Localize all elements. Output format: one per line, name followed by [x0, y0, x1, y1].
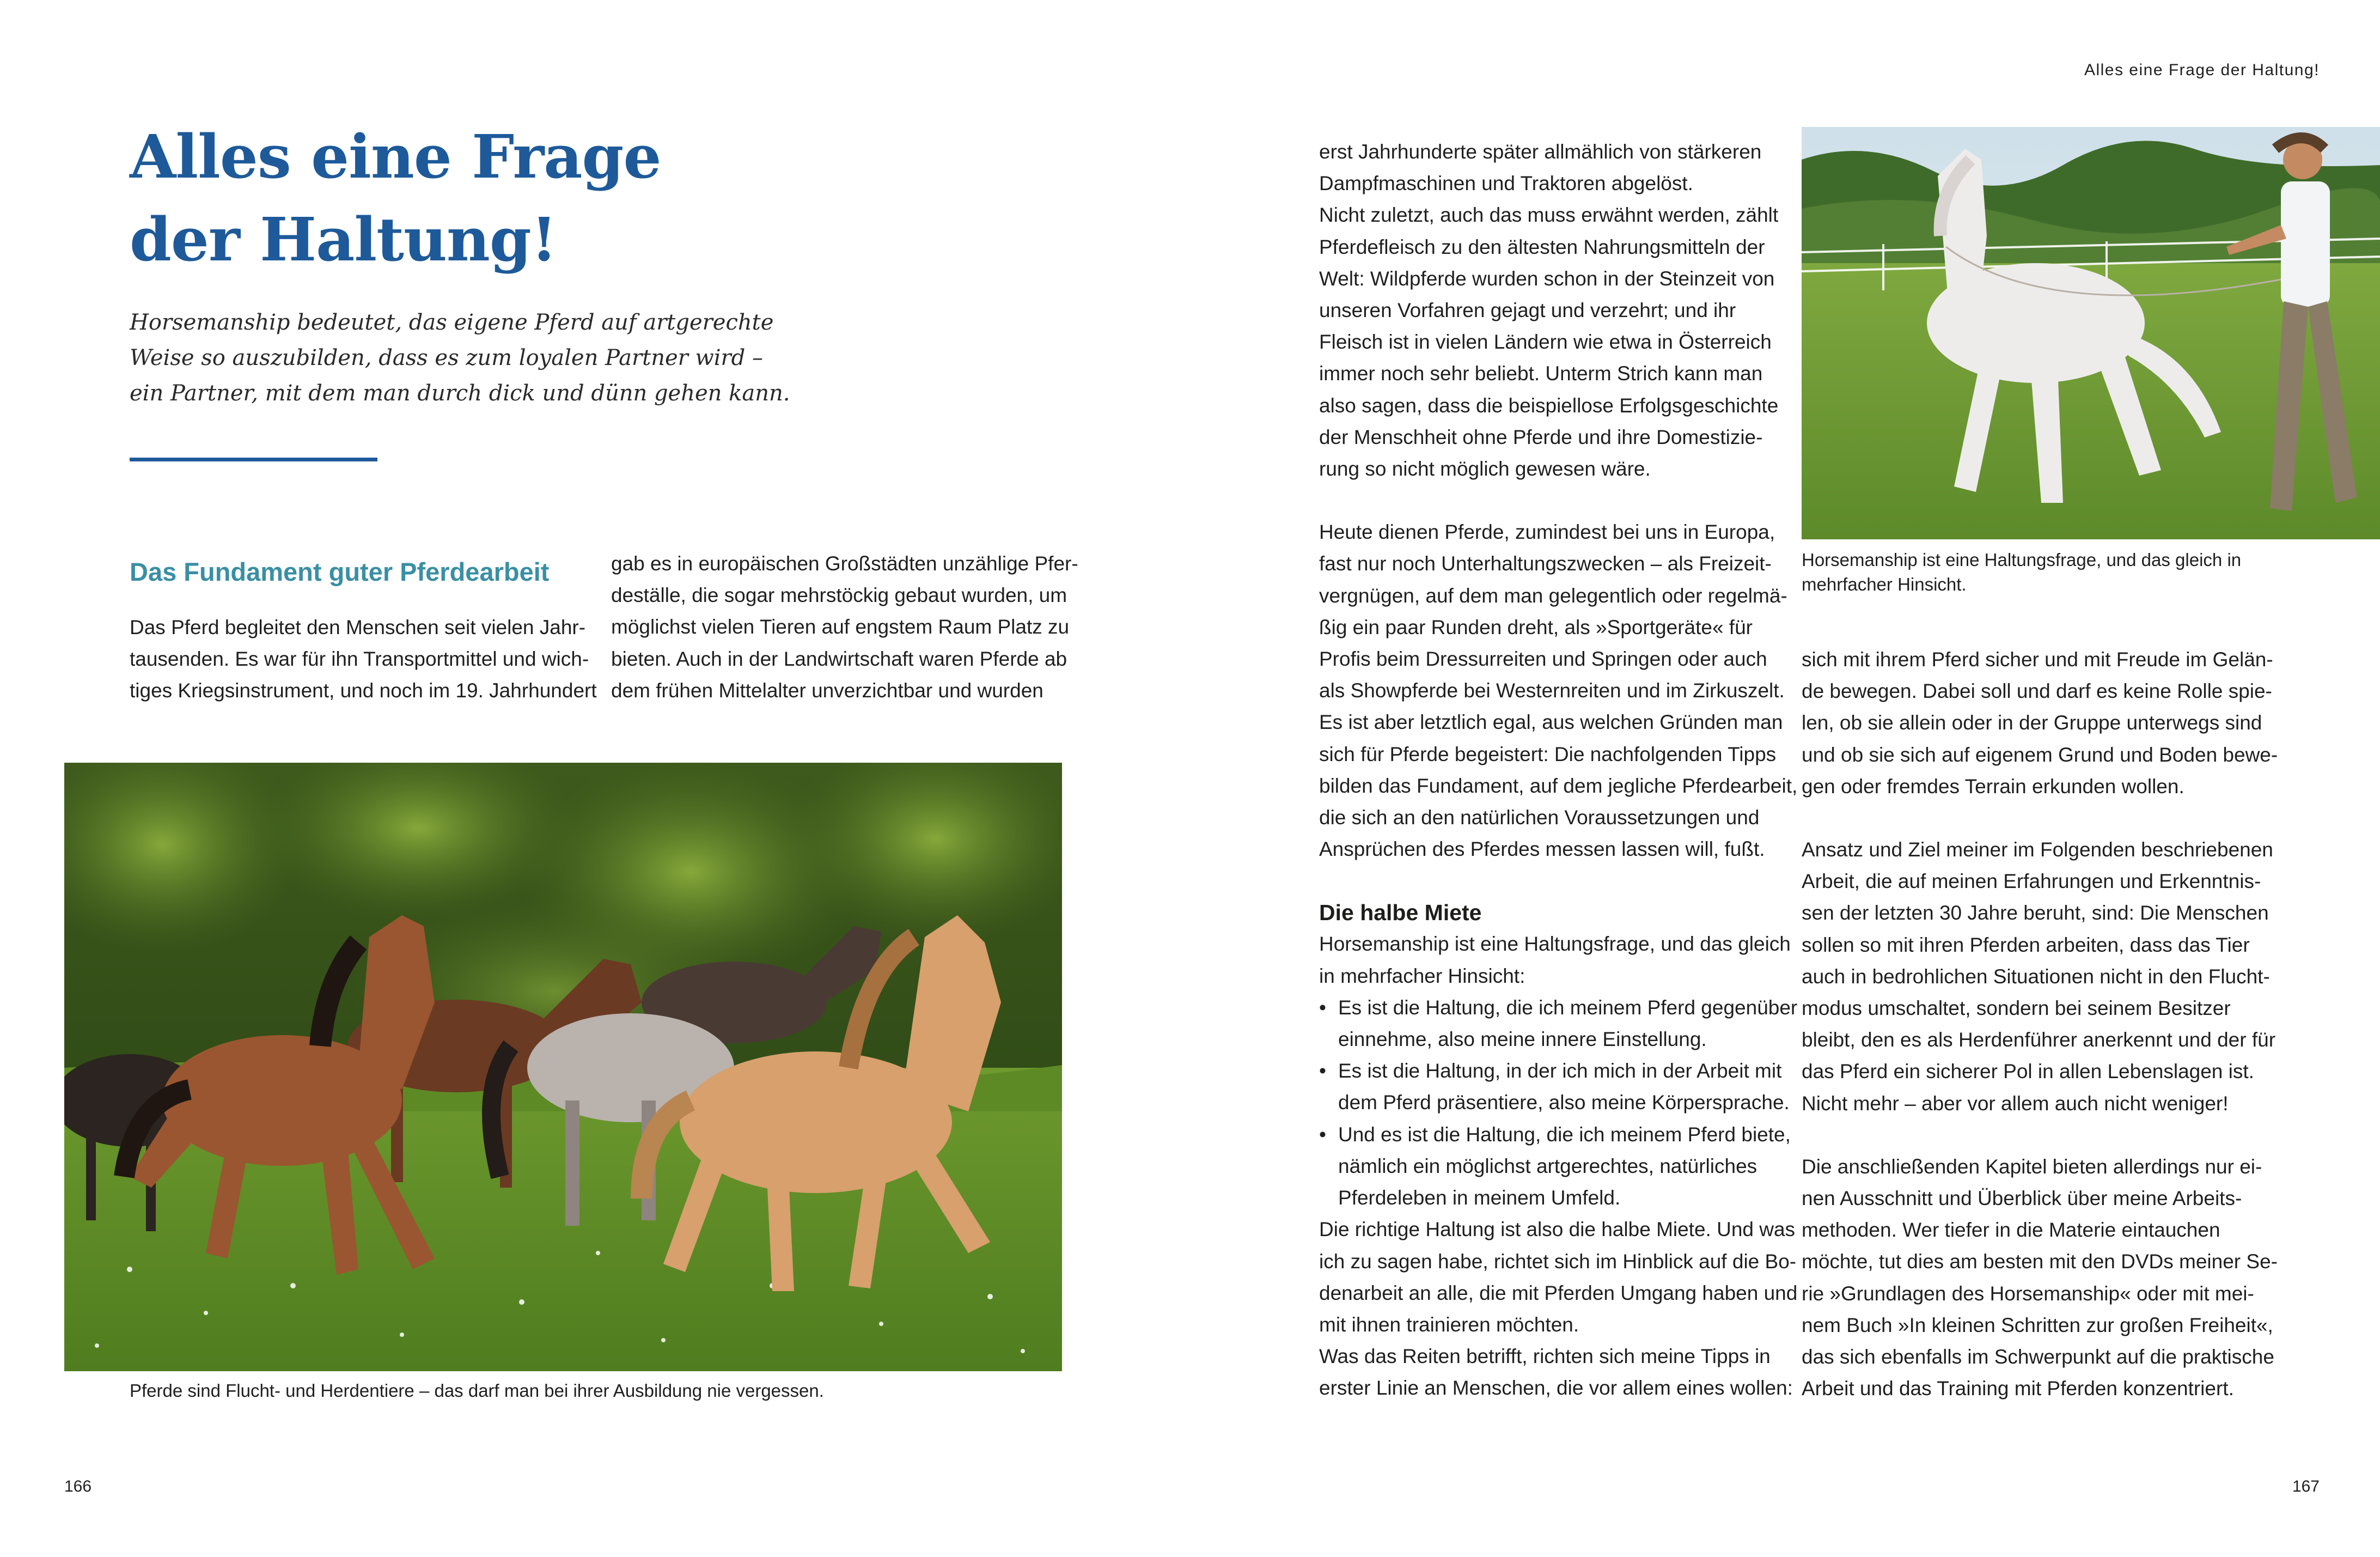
text-line: nem Buch »In kleinen Schritten zur großen Freiheit«, [1802, 1313, 2273, 1336]
col3-para1 [1319, 136, 1798, 485]
text-line: mit ihnen trainieren möchten. [1319, 1313, 1579, 1336]
text-line: und ob sie sich auf eigenem Grund und Boden bewe- [1802, 743, 2278, 766]
bullet-item [1319, 992, 1798, 1055]
page-number-right: 167 [2292, 1477, 2320, 1495]
text-line: Was das Reiten betrifft, richten sich meine Tipps in [1319, 1345, 1771, 1368]
bullet-line: dem Pferd präsentiere, also meine Körpersprache. [1338, 1091, 1790, 1114]
col4-para1 [1802, 644, 2292, 802]
text-line: ich zu sagen habe, richtet sich im Hinblick auf die Bo- [1319, 1250, 1797, 1273]
text-line: Ansatz und Ziel meiner im Folgenden beschriebenen [1802, 838, 2273, 861]
text-line: Dampfmaschinen und Traktoren abgelöst. [1319, 172, 1693, 195]
bullet-line: • Und es ist die Haltung, die ich meinem Pferd biete, [1338, 1123, 1791, 1146]
text-line: gab es in europäischen Großstädten unzählige Pfer- [611, 552, 1078, 575]
text-column-4 [1802, 644, 2292, 1404]
text-line: auch in bedrohlichen Situationen nicht in den Flucht- [1802, 965, 2270, 988]
text-line: Die anschließenden Kapitel bieten allerdings nur ei- [1802, 1155, 2262, 1178]
text-line: gen oder fremdes Terrain erkunden wollen. [1802, 775, 2184, 798]
col3-para2 [1319, 516, 1798, 865]
text-line: rung so nicht möglich gewesen wäre. [1319, 458, 1651, 481]
text-line: bleibt, den es als Herdenführer anerkennt und der für [1802, 1029, 2276, 1051]
photo-galloping-horses [64, 763, 1062, 1371]
col3-para4 [1319, 1214, 1798, 1404]
intro-line: Horsemanship bedeutet, das eigene Pferd auf artgerechte [130, 310, 774, 335]
text-line: denarbeit an alle, die mit Pferden Umgang haben und [1319, 1281, 1798, 1304]
text-line: möglichst vielen Tieren auf engstem Raum Platz zu [611, 616, 1070, 638]
text-line: bilden das Fundament, auf dem jegliche Pferdearbeit, [1319, 774, 1798, 797]
text-line: also sagen, dass die beispiellose Erfolgsgeschichte [1319, 394, 1779, 417]
section-heading-halbe-miete: Die halbe Miete [1319, 900, 1482, 926]
photo-right-caption [1802, 548, 2346, 597]
text-line: de bewegen. Dabei soll und darf es keine Rolle spie- [1802, 680, 2272, 703]
bullet-list [1319, 992, 1798, 1214]
intro-lead [130, 305, 805, 411]
text-line: unseren Vorfahren gejagt und verzehrt; und ihr [1319, 299, 1736, 322]
text-line: sen der letzten 30 Jahre beruht, sind: Die Menschen [1802, 902, 2269, 925]
text-line: sich für Pferde begeistert: Die nachfolgenden Tipps [1319, 743, 1777, 765]
section-heading-fundament: Das Fundament guter Pferdearbeit [130, 557, 550, 586]
text-column-1 [130, 612, 609, 707]
text-line: tiges Kriegsinstrument, und noch im 19. Jahrhundert [130, 679, 597, 702]
bullet-line: nämlich ein möglichst artgerechtes, natürliches [1338, 1154, 1757, 1177]
bullet-item [1319, 1055, 1798, 1118]
text-line: methoden. Wer tiefer in die Materie eintauchen [1802, 1219, 2220, 1242]
text-line: das Pferd ein sicherer Pol in allen Lebenslagen ist. [1802, 1060, 2254, 1083]
photo-white-horse-trainer [1802, 127, 2380, 539]
col4-para3 [1802, 1151, 2292, 1405]
text-column-3 [1319, 136, 1798, 1404]
intro-line: ein Partner, mit dem man durch dick und dünn gehen kann. [130, 381, 790, 406]
bullet-line: Pferdeleben in meinem Umfeld. [1338, 1187, 1621, 1209]
photo-left-caption: Pferde sind Flucht- und Herdentiere – das darf man bei ihrer Ausbildung nie vergessen. [130, 1380, 824, 1401]
text-line: in mehrfacher Hinsicht: [1319, 964, 1525, 987]
col4-para2 [1802, 834, 2292, 1120]
text-column-2 [611, 548, 1090, 707]
text-line: möchte, tut dies am besten mit den DVDs meiner Se- [1802, 1250, 2278, 1273]
caption-line: mehrfacher Hinsicht. [1802, 574, 1967, 594]
paragraph-gap [1319, 865, 1798, 897]
bullet-item [1319, 1119, 1798, 1214]
running-head: Alles eine Frage der Haltung! [2084, 61, 2320, 79]
text-line: Welt: Wildpferde wurden schon in der Steinzeit von [1319, 267, 1775, 290]
text-line: der Menschheit ohne Pferde und ihre Domestizie- [1319, 425, 1763, 448]
col3-para3 [1319, 928, 1798, 992]
title-divider [130, 458, 377, 461]
paragraph-gap [1319, 485, 1798, 516]
text-line: rie »Grundlagen des Horsemanship« oder mit mei- [1802, 1282, 2254, 1305]
text-line: deställe, die sogar mehrstöckig gebaut wurden, um [611, 584, 1067, 607]
paragraph-gap [1802, 802, 2292, 834]
text-line: Horsemanship ist eine Haltungsfrage, und das gleich [1319, 933, 1791, 956]
text-line: Nicht mehr – aber vor allem auch nicht weniger! [1802, 1092, 2229, 1115]
text-line: ßig ein paar Runden dreht, als »Sportgeräte« für [1319, 616, 1753, 638]
text-line: die sich an den natürlichen Voraussetzungen und [1319, 806, 1760, 829]
galloping-horses-image [64, 763, 1062, 1371]
text-line: len, ob sie allein oder in der Gruppe unterwegs sind [1802, 711, 2262, 734]
text-line: Pferdefleisch zu den ältesten Nahrungsmitteln der [1319, 235, 1765, 258]
text-line: modus umschaltet, sondern bei seinem Besitzer [1802, 997, 2231, 1020]
text-line: Es ist aber letztlich egal, aus welchen Gründen man [1319, 711, 1783, 734]
page-number-left: 166 [64, 1477, 92, 1495]
text-line: Arbeit und das Training mit Pferden konzentriert. [1802, 1377, 2234, 1400]
white-horse-image [1802, 127, 2380, 539]
text-line: Nicht zuletzt, auch das muss erwähnt werden, zählt [1319, 204, 1779, 227]
page-title [130, 115, 838, 281]
text-line: nen Ausschnitt und Überblick über meine Arbeits- [1802, 1187, 2242, 1210]
bullet-line: einnehme, also meine innere Einstellung. [1338, 1028, 1707, 1051]
text-line: Profis beim Dressurreiten und Springen oder auch [1319, 648, 1767, 671]
text-line: Heute dienen Pferde, zumindest bei uns in Europa, [1319, 521, 1775, 544]
text-line: Arbeit, die auf meinen Erfahrungen und Erkenntnis- [1802, 870, 2261, 893]
text-line: Fleisch ist in vielen Ländern wie etwa in Österreich [1319, 331, 1772, 354]
intro-line: Weise so auszubilden, dass es zum loyalen Partner wird – [130, 345, 763, 370]
text-line: sich mit ihrem Pferd sicher und mit Freude im Gelän- [1802, 648, 2273, 671]
title-line: der Haltung! [130, 204, 557, 275]
title-line: Alles eine Frage [130, 121, 661, 192]
text-line: erster Linie an Menschen, die vor allem eines wollen: [1319, 1377, 1793, 1400]
text-line: fast nur noch Unterhaltungszwecken – als Freizeit- [1319, 552, 1772, 575]
text-line: das sich ebenfalls im Schwerpunkt auf die praktische [1802, 1346, 2274, 1369]
caption-line: Horsemanship ist eine Haltungsfrage, und das gleich in [1802, 550, 2242, 570]
text-line: Das Pferd begleitet den Menschen seit vielen Jahr- [130, 616, 586, 638]
paragraph-gap [1802, 1120, 2292, 1151]
text-line: immer noch sehr beliebt. Unterm Strich kann man [1319, 362, 1763, 385]
text-line: tausenden. Es war für ihn Transportmittel und wich- [130, 648, 589, 671]
bullet-line: • Es ist die Haltung, die ich meinem Pferd gegenüber [1338, 996, 1798, 1019]
text-line: Die richtige Haltung ist also die halbe Miete. Und was [1319, 1218, 1796, 1241]
text-line: vergnügen, auf dem man gelegentlich oder regelmä- [1319, 584, 1787, 607]
text-line: erst Jahrhunderte später allmählich von stärkeren [1319, 141, 1762, 163]
bullet-line: • Es ist die Haltung, in der ich mich in der Arbeit mit [1338, 1060, 1782, 1082]
text-line: dem frühen Mittelalter unverzichtbar und wurden [611, 679, 1043, 702]
text-line: Ansprüchen des Pferdes messen lassen will, fußt. [1319, 838, 1765, 861]
text-line: bieten. Auch in der Landwirtschaft waren Pferde ab [611, 647, 1067, 670]
text-line: sollen so mit ihren Pferden arbeiten, dass das Tier [1802, 933, 2250, 956]
text-line: als Showpferde bei Westernreiten und im Zirkuszelt. [1319, 679, 1785, 702]
